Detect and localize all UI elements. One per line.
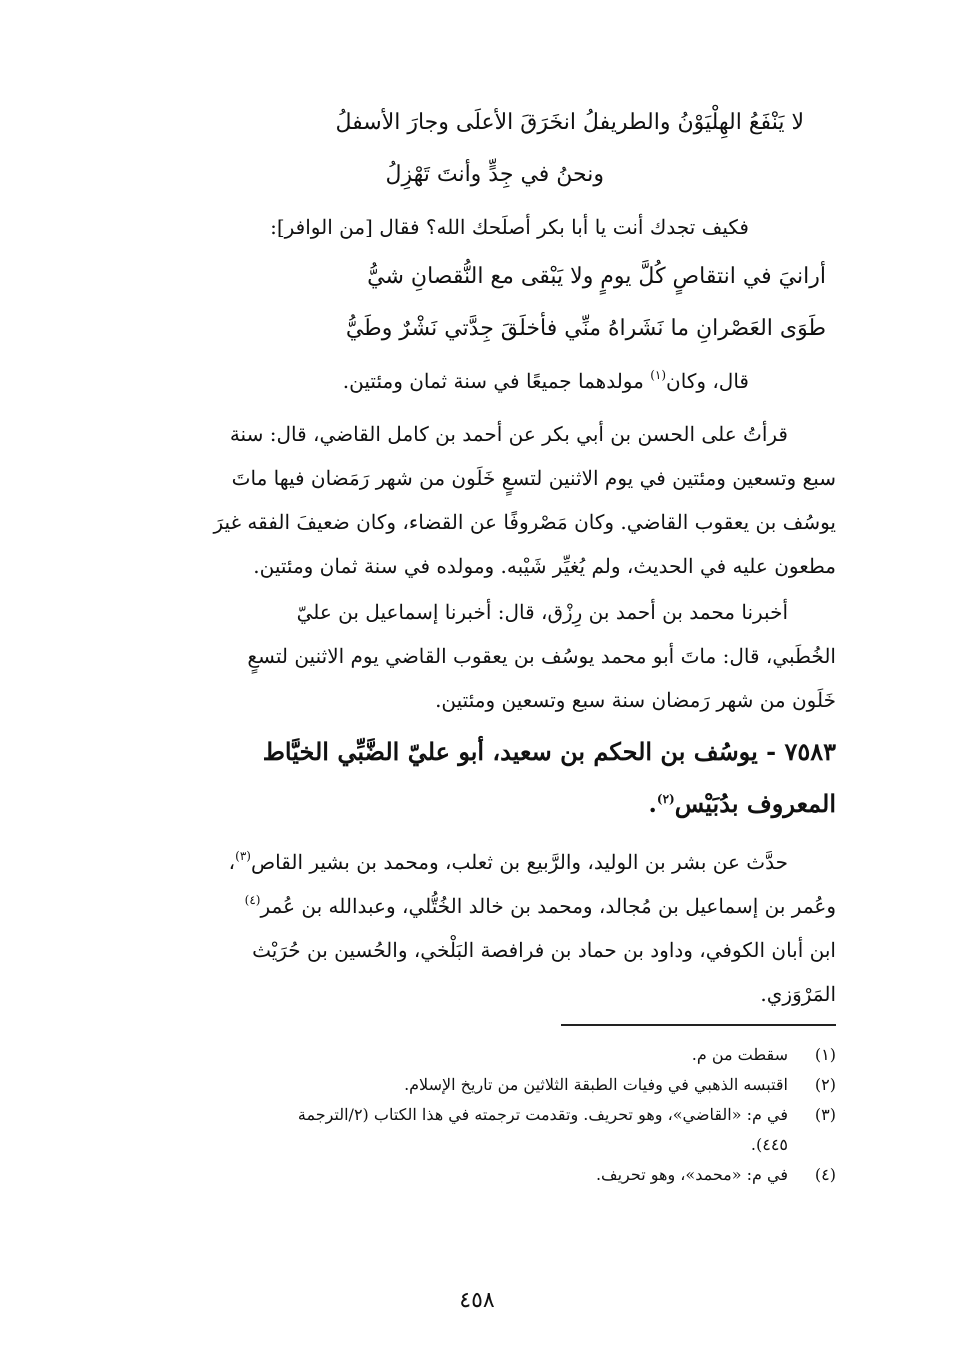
footnote-text <box>596 1160 788 1190</box>
footnote-4 <box>116 1160 836 1190</box>
paragraph-birth-note-text-b: مولدهما جميعًا في سنة ثمان ومئتين. <box>342 369 651 393</box>
paragraph-narrators <box>116 840 836 1016</box>
paragraph-line: ابن أبان الكوفي، وداود بن حماد بن فرافصة البَلْخي، والحُسين بن حُرَيْث <box>252 938 836 962</box>
footnote-ref-1: (١) <box>650 368 667 382</box>
footnote-line: اقتبسه الذهبي في وفيات الطبقة الثلاثين من تاريخ الإسلام. <box>404 1075 788 1094</box>
verse-2-line-2: طَوَى العَصْرانِ ما نَشَراهُ منِّي فأخلَقَ جِدَّتي نَشْرٌ وطَيُّ <box>345 316 826 341</box>
page-number: ٤٥٨ <box>459 1288 495 1313</box>
footnote-2 <box>116 1070 836 1100</box>
footnote-divider <box>561 1024 836 1026</box>
footnote-line: في م: «محمد»، وهو تحريف. <box>595 1165 788 1184</box>
paragraph-line: يوسُف بن يعقوب القاضي. وكان مَصْروفًا عن القضاء، وكان ضعيفَ الفقه غيرَ <box>213 510 836 534</box>
footnote-number: (١) <box>814 1045 836 1064</box>
verse-2-intro: فكيف تجدك أنت يا أبا بكر أصلَحك الله؟ فقال [من الوافر]: <box>270 215 749 239</box>
paragraph-death-report-1 <box>116 412 836 588</box>
paragraph-line: خَلَون من شهر رَمضان سنة سبع وتسعين ومئتين. <box>435 688 836 712</box>
paragraph-birth-note-text-a: قال، وكان <box>666 369 749 393</box>
footnote-line: سقطت من م. <box>691 1045 788 1064</box>
footnote-number: (٤) <box>814 1165 836 1184</box>
entry-heading-end: . <box>648 789 657 818</box>
footnote-text <box>692 1040 788 1070</box>
footnote-text <box>404 1070 788 1100</box>
paragraph-birth-note <box>343 366 749 396</box>
footnote-3 <box>116 1100 836 1160</box>
footnote-number: (٣) <box>814 1105 836 1124</box>
footnote-ref-3: (٣) <box>235 849 251 863</box>
paragraph-line: الخُطَبي، قال: ماتَ أبو محمد يوسُف بن يعقوب القاضي يوم الاثنين لتسعٍ <box>247 644 836 668</box>
narrators-line-1-end: ، <box>228 850 236 874</box>
footnotes <box>116 1040 836 1190</box>
entry-heading-line-1: ٧٥٨٣ - يوسُف بن الحكم بن سعيد، أبو عليّ الضَّبِّي الخيَّاط <box>262 737 836 766</box>
footnote-line: ٤٤٥). <box>750 1135 788 1154</box>
narrators-line-2-text: وعُمر بن إسماعيل بن مُجالد، ومحمد بن خالد الخُتُّلي، وعبدالله بن عُمر <box>260 894 836 918</box>
footnote-ref-2: (٢) <box>656 792 675 806</box>
entry-heading-nickname: المعروف بدُبَيْس <box>674 789 836 818</box>
footnote-ref-4: (٤) <box>244 893 261 907</box>
footnote-text <box>298 1100 788 1160</box>
entry-heading <box>116 726 836 830</box>
paragraph-death-report-2 <box>116 590 836 722</box>
paragraph-line: أخبرنا محمد بن أحمد بن رِزْق، قال: أخبرنا إسماعيل بن عليّ <box>296 600 788 624</box>
narrators-line-1-text: حدَّث عن بشر بن الوليد، والرَّبيع بن ثعلب، ومحمد بن بشير القاص <box>250 850 788 874</box>
entry-heading-line-2 <box>116 778 836 830</box>
paragraph-line: المَرْوَزي. <box>760 982 836 1006</box>
paragraph-line <box>116 884 836 928</box>
footnote-number: (٢) <box>814 1075 836 1094</box>
footnote-1 <box>116 1040 836 1070</box>
paragraph-line: سبع وتسعين ومئتين في يوم الاثنين لتسعٍ خَلَون من شهر رَمَضان فيها ماتَ <box>231 466 836 490</box>
footnote-line: في م: «القاضي»، وهو تحريف. وتقدمت ترجمته في هذا الكتاب (٢/الترجمة <box>297 1105 788 1124</box>
paragraph-line: مطعون عليه في الحديث، ولم يُغيِّر شَيْبه. ومولده في سنة ثمان ومئتين. <box>253 554 836 578</box>
verse-1-line-1: لا يَنْفَعُ الهِلْيَوْنُ والطريفلُ انخَرَقَ الأعلَى وجارَ الأسفلُ <box>335 110 804 135</box>
paragraph-line <box>116 840 836 884</box>
paragraph-line: قرأتُ على الحسن بن أبي بكر عن أحمد بن كامل القاضي، قال: سنة <box>229 422 788 446</box>
verse-2-line-1: أرانيَ في انتقاصٍ كُلَّ يومٍ ولا يَبْقى مع النُّقصانِ شيُّ <box>367 264 826 289</box>
verse-1-line-2: ونحنُ في جِدٍّ وأنتَ تَهْزِلُ <box>385 162 604 187</box>
